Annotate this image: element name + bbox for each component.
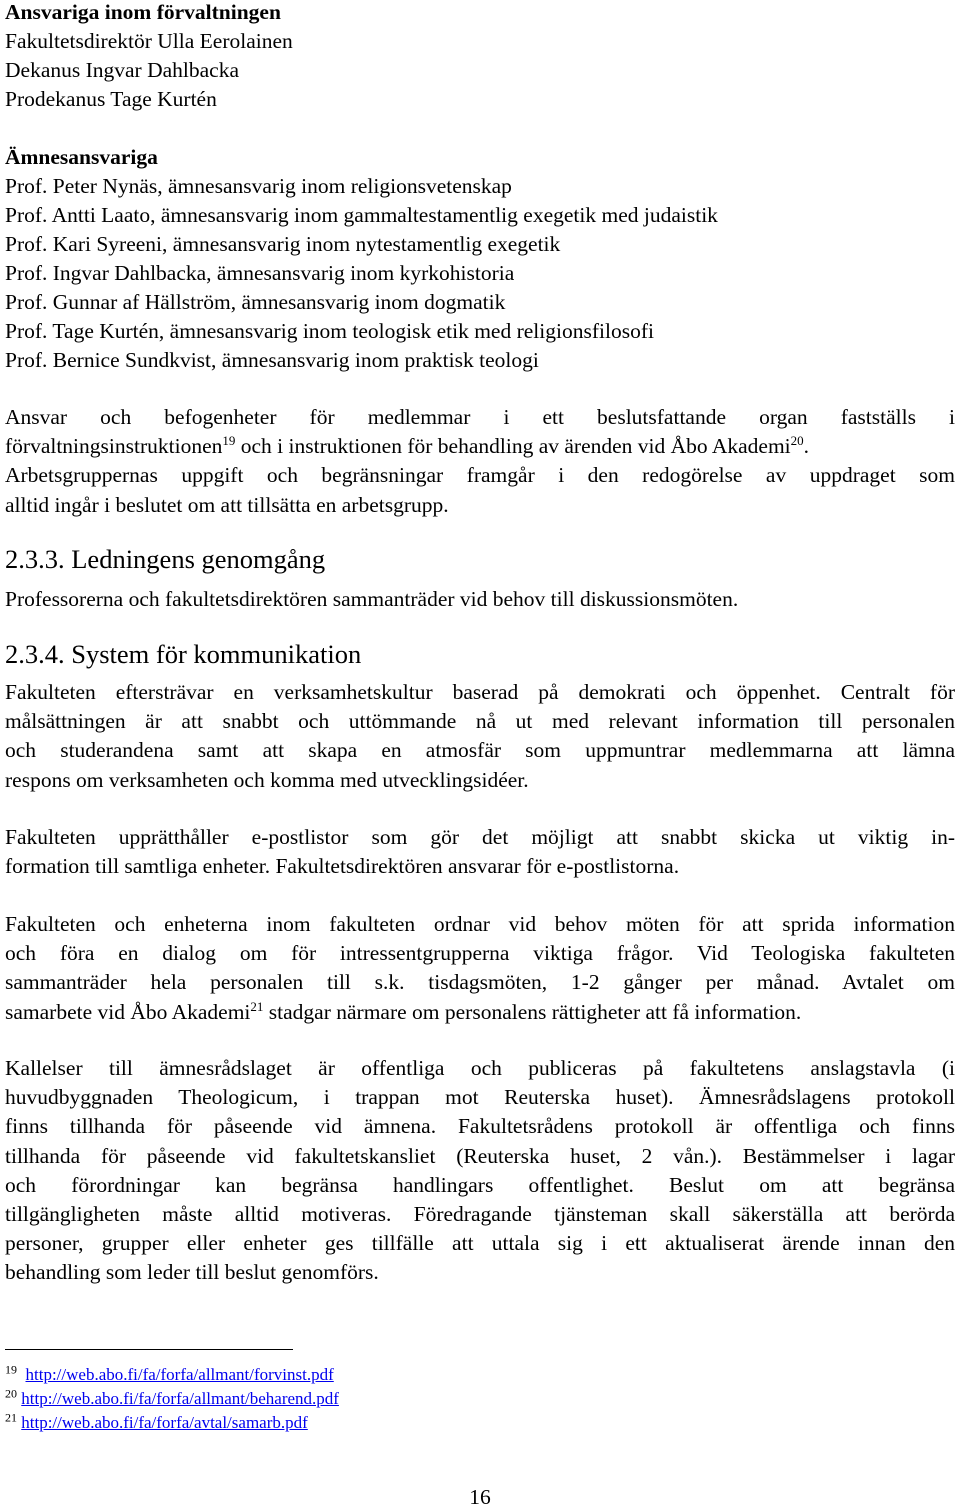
footnote-19: [5, 1364, 334, 1386]
paragraph-line: formation till samtliga enheter. Fakultetsdirektören ansvarar för e-postlistorna.: [5, 854, 680, 879]
communication-paragraph-3: [5, 910, 955, 1027]
paragraph-line: personer, grupper eller enheter ges tillfälle att uttala sig i ett aktualiserat ärende innan den: [5, 1231, 955, 1256]
footnote-number: 19: [5, 1362, 17, 1377]
communication-paragraph-4: [5, 1054, 955, 1288]
paragraph-text: förvaltningsinstruktionen: [5, 434, 223, 459]
paragraph-line: alltid ingår i beslutet om att tillsätta en arbetsgrupp.: [5, 492, 449, 517]
footnote-ref-21: 21: [250, 998, 264, 1014]
footnote-link[interactable]: http://web.abo.fi/fa/forfa/allmant/forvinst.pdf: [25, 1365, 334, 1384]
communication-paragraph-1: [5, 678, 955, 795]
paragraph-line: huvudbyggnaden Theologicum, i trappan mot Reuterska huset). Ämnesrådslagens protokoll: [5, 1085, 955, 1110]
paragraph-line: sammanträder hela personalen till s.k. tisdagsmöten, 1-2 gånger per månad. Avtalet om: [5, 970, 955, 995]
subject-line: Prof. Antti Laato, ämnesansvarig inom gammaltestamentlig exegetik med judaistik: [5, 203, 718, 227]
paragraph-line: respons om verksamheten och komma med utvecklingsidéer.: [5, 767, 529, 792]
footnote-20: [5, 1388, 339, 1410]
footnote-link[interactable]: http://web.abo.fi/fa/forfa/avtal/samarb.pdf: [21, 1413, 308, 1432]
paragraph-text: och i instruktionen för behandling av ärenden vid Åbo Akademi: [235, 434, 791, 459]
subject-line: Prof. Peter Nynäs, ämnesansvarig inom religionsvetenskap: [5, 174, 512, 198]
paragraph-line: finns tillhanda för påseende vid ämnena. Fakultetsrådens protokoll är offentliga och finns: [5, 1114, 955, 1139]
paragraph-line: Ansvar och befogenheter för medlemmar i ett beslutsfattande organ fastställs i: [5, 405, 955, 429]
paragraph-line: [5, 998, 955, 1027]
subject-line: Prof. Tage Kurtén, ämnesansvarig inom teologisk etik med religionsfilosofi: [5, 319, 654, 343]
admin-line: Dekanus Ingvar Dahlbacka: [5, 58, 240, 82]
responsibility-paragraph: [5, 403, 955, 520]
footnote-ref-19: 19: [222, 433, 236, 449]
paragraph-line: och förordningar kan begränsa handlingars offentlighet. Beslut om att begränsa: [5, 1172, 955, 1197]
footnote-21: [5, 1412, 308, 1434]
paragraph-text: .: [803, 434, 810, 459]
subject-line: Prof. Ingvar Dahlbacka, ämnesansvarig inom kyrkohistoria: [5, 261, 515, 285]
admin-line: Prodekanus Tage Kurtén: [5, 87, 217, 111]
section-heading-234: 2.3.4. System för kommunikation: [5, 639, 362, 669]
paragraph-line: Kallelser till ämnesrådslaget är offentliga och publiceras på fakultetens anslagstavla (i: [5, 1056, 955, 1080]
communication-paragraph-2: [5, 823, 955, 881]
paragraph-line: målsättningen är att snabbt och uttömmande nå ut med relevant information till personalen: [5, 709, 955, 734]
paragraph-line: behandling som leder till beslut genomförs.: [5, 1260, 379, 1285]
section-heading-233: 2.3.3. Ledningens genomgång: [5, 544, 326, 574]
paragraph-line: Fakulteten och enheterna inom fakulteten ordnar vid behov möten för att sprida information: [5, 912, 955, 936]
paragraph-line: Fakulteten eftersträvar en verksamhetskultur baserad på demokrati och öppenhet. Centralt för: [5, 680, 955, 704]
paragraph-line: och studerandena samt att skapa en atmosfär som uppmuntrar medlemmarna att lämna: [5, 738, 955, 763]
footnote-ref-20: 20: [790, 433, 804, 449]
paragraph-text: stadgar närmare om personalens rättigheter att få information.: [263, 999, 802, 1024]
page-number: 16: [469, 1485, 491, 1509]
section-233-text: Professorerna och fakultetsdirektören sammanträder vid behov till diskussionsmöten.: [5, 587, 739, 611]
paragraph-line: Fakulteten upprätthåller e-postlistor som gör det möjligt att snabbt skicka ut viktig in-: [5, 825, 955, 849]
paragraph-line: Arbetsgruppernas uppgift och begränsningar framgår i den redogörelse av uppdraget som: [5, 463, 955, 488]
paragraph-text: samarbete vid Åbo Akademi: [5, 999, 251, 1024]
paragraph-line: tillgängligheten måste alltid motiveras. Föredragande tjänsteman skall säkerställa att berörda: [5, 1201, 955, 1226]
admin-heading: Ansvariga inom förvaltningen: [5, 0, 281, 24]
footnote-divider: [5, 1349, 293, 1350]
subject-line: Prof. Kari Syreeni, ämnesansvarig inom nytestamentlig exegetik: [5, 232, 561, 256]
paragraph-line: och föra en dialog om för intressentgrupperna viktiga frågor. Vid Teologiska fakulteten: [5, 941, 955, 966]
paragraph-line: [5, 432, 955, 461]
subject-line: Prof. Gunnar af Hällström, ämnesansvarig inom dogmatik: [5, 290, 506, 314]
subjects-heading: Ämnesansvariga: [5, 145, 158, 169]
admin-line: Fakultetsdirektör Ulla Eerolainen: [5, 29, 293, 53]
footnote-link[interactable]: http://web.abo.fi/fa/forfa/allmant/beharend.pdf: [21, 1389, 339, 1408]
footnote-number: 20: [5, 1386, 17, 1401]
paragraph-line: tillhanda för påseende vid fakultetskansliet (Reuterska huset, 2 vån.). Bestämmelser i lagar: [5, 1143, 955, 1168]
subject-line: Prof. Bernice Sundkvist, ämnesansvarig inom praktisk teologi: [5, 348, 539, 372]
footnote-number: 21: [5, 1410, 17, 1425]
